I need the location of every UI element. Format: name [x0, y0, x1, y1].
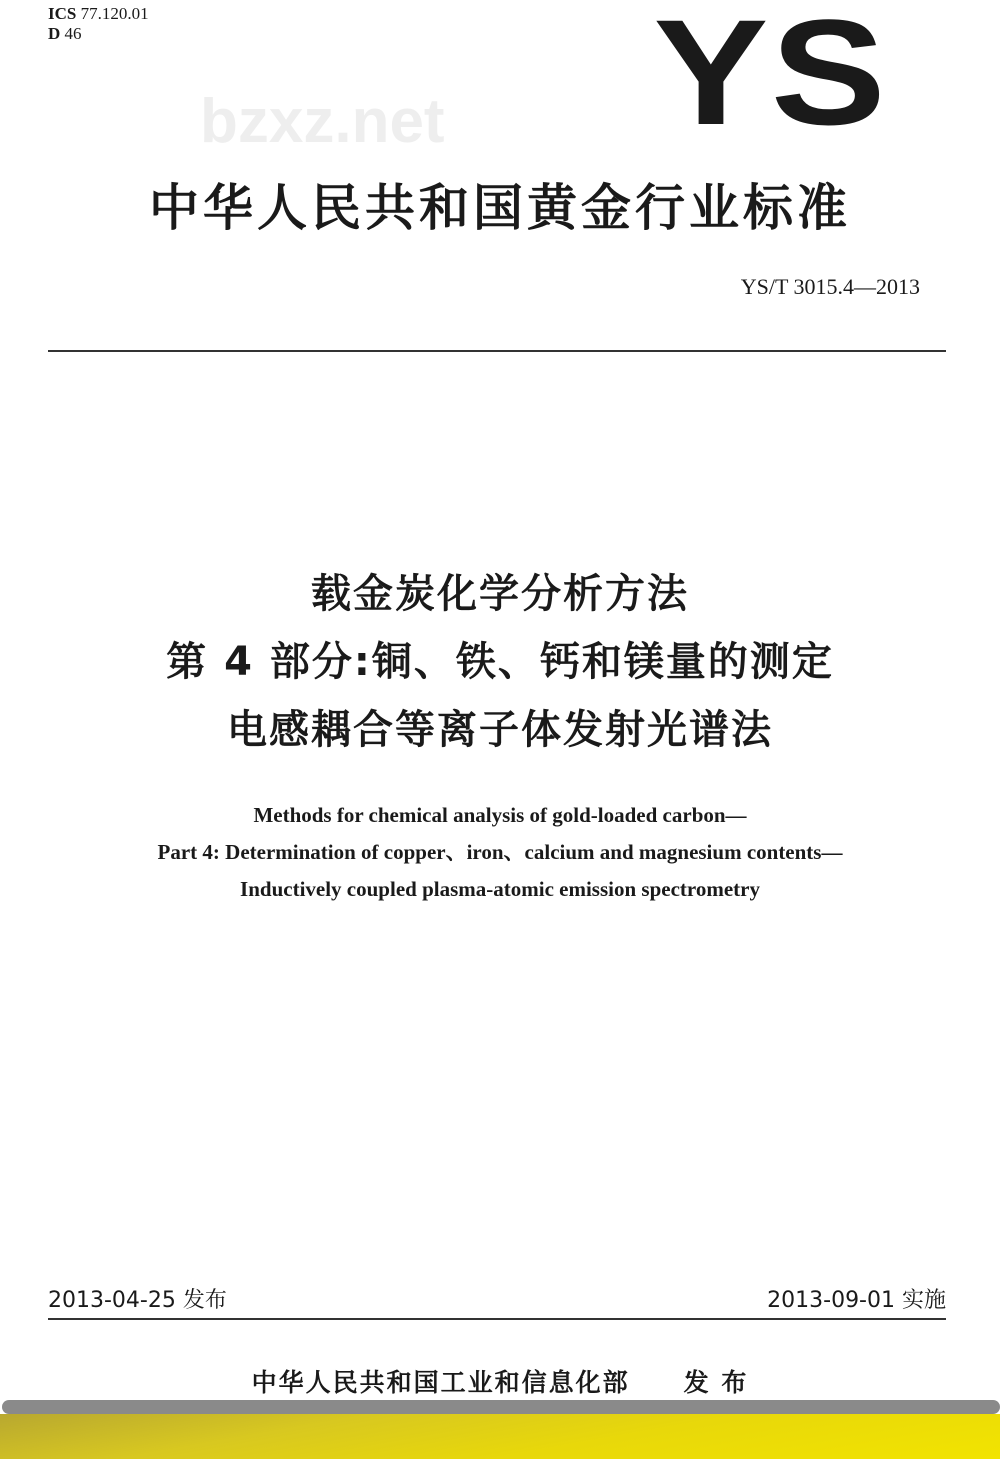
- standard-type: 中华人民共和国黄金行业标准: [149, 179, 851, 237]
- title-cn-line-2: 第 4 部分:铜、铁、钙和镁量的测定: [166, 639, 834, 685]
- bottom-divider: [48, 1318, 946, 1320]
- title-en-line-3: Inductively coupled plasma-atomic emission spectrometry: [240, 877, 760, 901]
- ics-label: ICS: [48, 4, 77, 23]
- divider: [48, 350, 946, 352]
- title-cn-line-1: 载金炭化学分析方法: [311, 571, 689, 617]
- ics-value: 77.120.01: [80, 4, 149, 23]
- issue-date: 2013-04-25 发布: [48, 1288, 227, 1313]
- title-cn-line-3: 电感耦合等离子体发射光谱法: [227, 707, 773, 753]
- issuer: 中华人民共和国工业和信息化部 发 布: [251, 1368, 749, 1397]
- background-photo: [0, 1414, 1000, 1459]
- watermark: bzxz.net: [200, 87, 445, 156]
- ys-logo: YS: [653, 0, 888, 156]
- title-en-line-1: Methods for chemical analysis of gold-loaded carbon—: [253, 803, 747, 827]
- standard-code: YS/T 3015.4—2013: [740, 274, 920, 299]
- effective-date: 2013-09-01 实施: [767, 1288, 946, 1313]
- ccs-value: 46: [64, 24, 82, 43]
- title-en-line-2: Part 4: Determination of copper、iron、calcium and magnesium contents—: [157, 840, 843, 864]
- horizontal-scrollbar[interactable]: [2, 1400, 1000, 1414]
- ics-classification: [48, 4, 149, 44]
- ccs-label: D: [48, 24, 61, 43]
